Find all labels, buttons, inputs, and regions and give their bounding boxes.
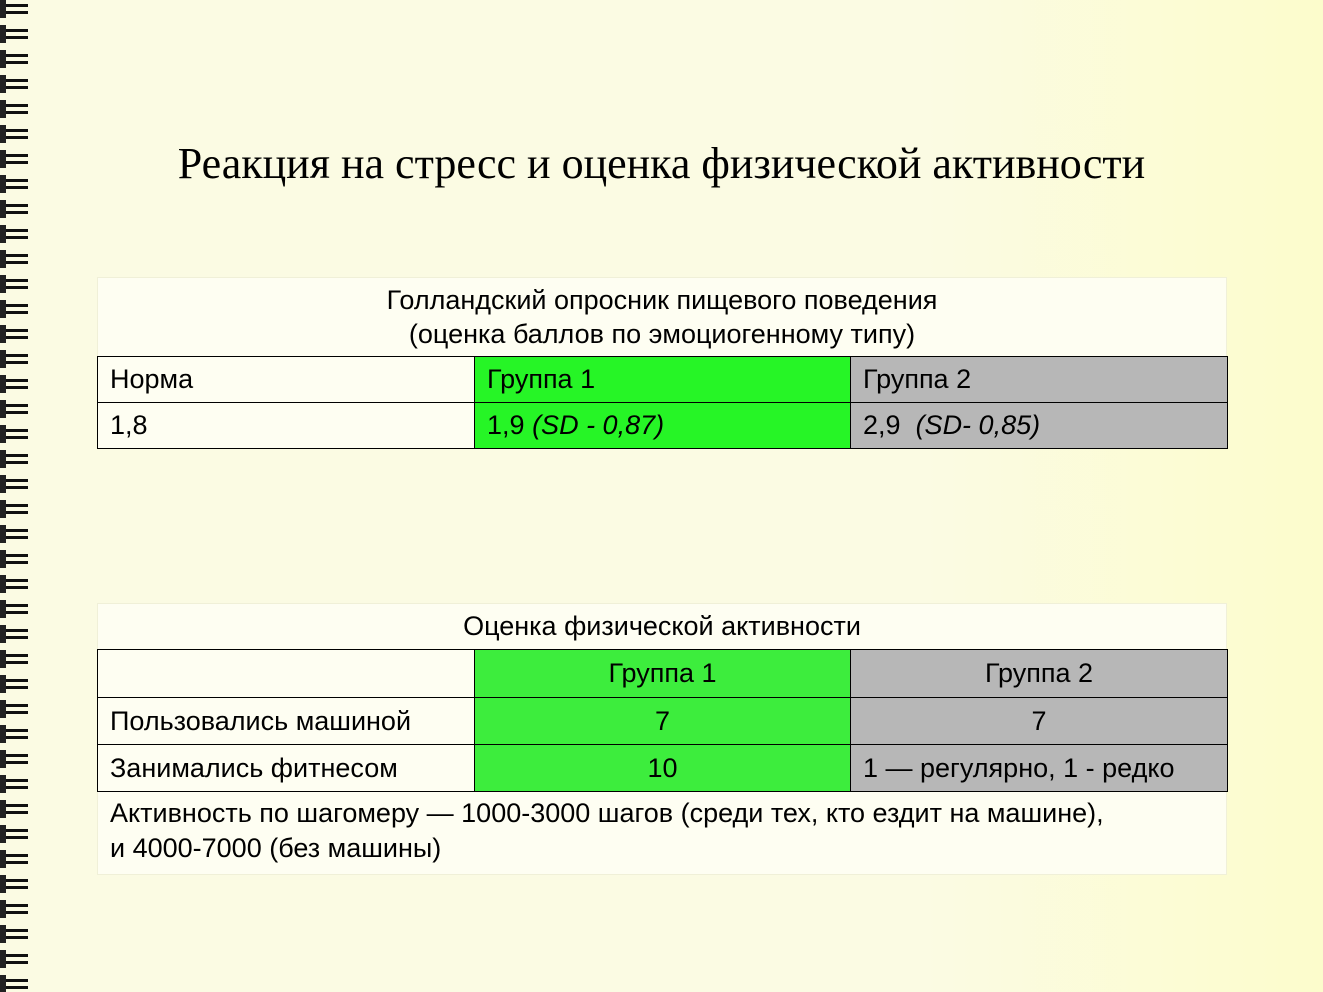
group2-score: 2,9 [863, 410, 909, 440]
table-row [98, 698, 1228, 745]
group1-score: 1,9 [487, 410, 525, 440]
table-row [98, 745, 1228, 792]
pedometer-note [97, 792, 1227, 875]
table1-caption-line1: Голландский опросник пищевого поведения [386, 285, 938, 315]
slide-title: Реакция на стресс и оценка физической активности [177, 139, 1146, 188]
row-label-car: Пользовались машиной [98, 698, 475, 745]
eating-behavior-table [97, 356, 1228, 449]
table-row [98, 357, 1228, 403]
cell-fitness-group2: 1 — регулярно, 1 - редко [851, 745, 1228, 792]
pedometer-note-line2: и 4000-7000 (без машины) [110, 833, 442, 863]
header-group1: Группа 1 [475, 650, 851, 698]
table2-caption: Оценка физической активности [97, 603, 1227, 649]
table1-caption [97, 277, 1227, 356]
group1-sd: (SD - 0,87) [532, 410, 665, 440]
cell-car-group1: 7 [475, 698, 851, 745]
header-norm: Норма [98, 357, 475, 403]
group2-sd: (SD- 0,85) [915, 410, 1041, 440]
cell-car-group2: 7 [851, 698, 1228, 745]
header-group1: Группа 1 [475, 357, 851, 403]
cell-fitness-group1: 10 [475, 745, 851, 792]
physical-activity-table-block [97, 603, 1227, 875]
table-row [98, 650, 1228, 698]
header-group2: Группа 2 [851, 650, 1228, 698]
cell-norm-value: 1,8 [98, 403, 475, 449]
cell-group1-value [475, 403, 851, 449]
cell-group2-value [851, 403, 1228, 449]
table1-caption-line2: (оценка баллов по эмоциогенному типу) [408, 319, 916, 349]
header-empty [98, 650, 475, 698]
pedometer-note-line1: Активность по шагомеру — 1000-3000 шагов (среди тех, кто ездит на машине), [110, 798, 1104, 828]
row-label-fitness: Занимались фитнесом [98, 745, 475, 792]
header-group2: Группа 2 [851, 357, 1228, 403]
physical-activity-table [97, 649, 1228, 792]
eating-behavior-table-block [97, 277, 1227, 449]
table-row [98, 403, 1228, 449]
